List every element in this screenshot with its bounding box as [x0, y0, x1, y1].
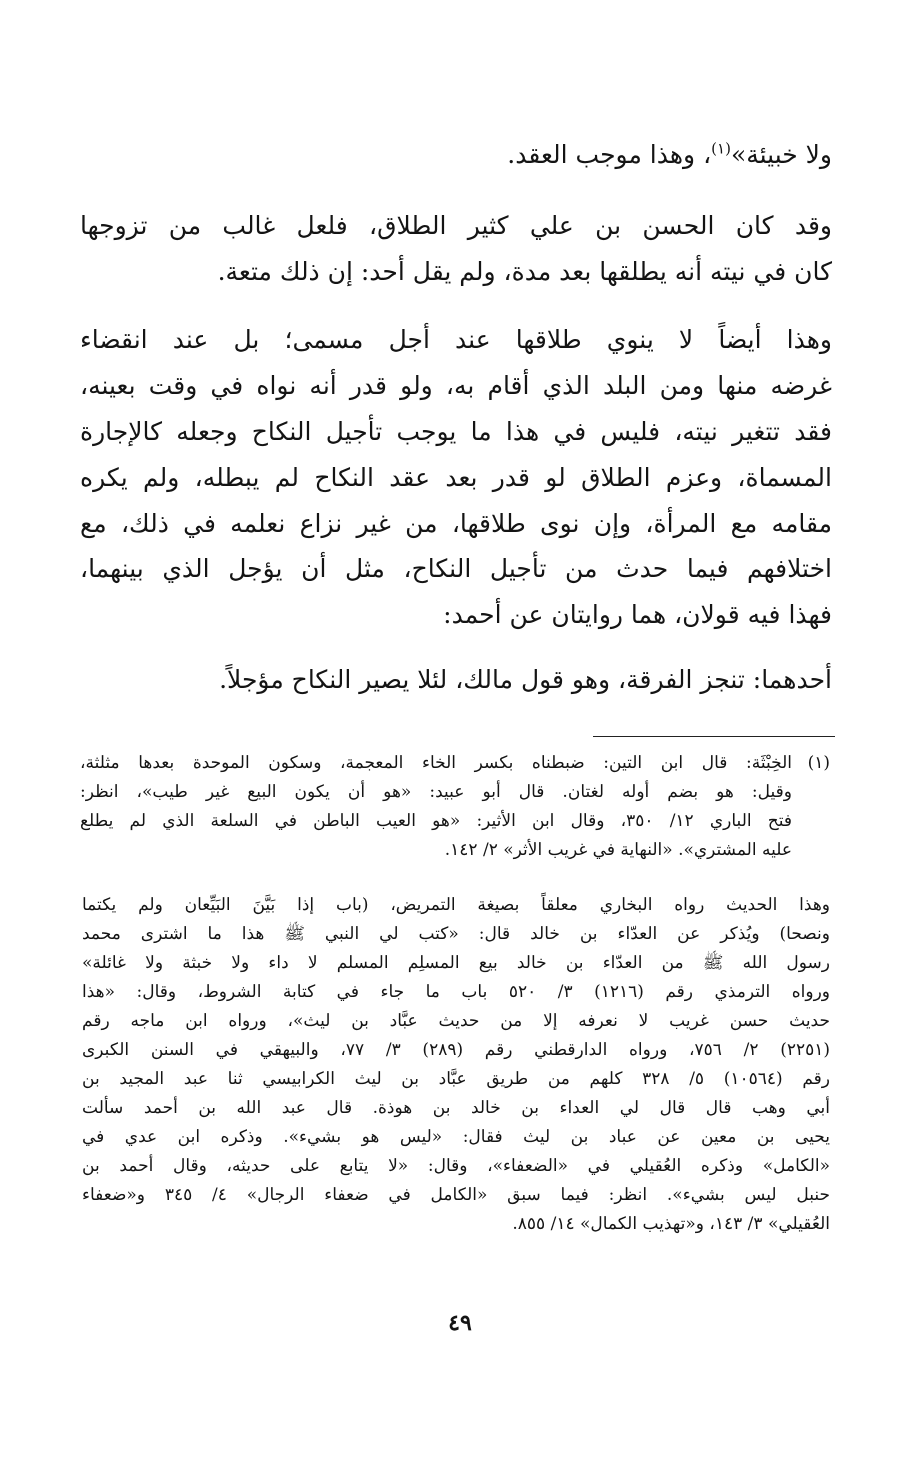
footnote-line-8: ورواه الترمذي رقم (١٢١٦) ٣/ ٥٢٠ باب ما جاء في كتابة الشروط، وقال: «هذا: [82, 982, 830, 1002]
footnote-line-3: فتح الباري ١٢/ ٣٥٠، وقال ابن الأثير: «هو العيب الباطن في السلعة الذي لم يطلع: [80, 811, 792, 831]
footnote-line-12: أبي وهب قال قال لي العداء بن خالد بن هوذة. قال عبد الله بن أحمد سألت: [82, 1098, 830, 1118]
footnote-line-7: رسول الله ﷺ من العدّاء بن خالد بيع المسلِم المسلم لا داء ولا خبثة ولا غائلة»: [82, 953, 830, 973]
main-line-1-text-a: ولا خبيئة»: [730, 140, 832, 169]
footnote-line-11: رقم (١٠٥٦٤) ٥/ ٣٢٨ كلهم من طريق عبَّاد بن ليث الكرابيسي ثنا عبد المجيد بن: [82, 1069, 830, 1089]
footnote-line-14: «الكامل» وذكره العُقيلي في «الضعفاء»، وقال: «لا يتابع على حديثه، وقال أحمد بن: [82, 1156, 830, 1176]
main-line-1-text-b: ، وهذا موجب العقد.: [507, 140, 712, 169]
paragraph-3-line-2: غرضه منها ومن البلد الذي أقام به، ولو قدر أنه نواه في وقت بعينه،: [80, 371, 832, 400]
footnote-line-1: الخِبْثَة: قال ابن التين: ضبطناه بكسر الخاء المعجمة، وسكون الموحدة بعدها مثلثة،: [80, 753, 792, 773]
page-number: ٤٩: [448, 1310, 472, 1336]
footnote-reference: (١): [711, 139, 731, 158]
footnote-line-6: ونصحا) ويُذكر عن العدّاء بن خالد قال: «كتب لي النبي ﷺ هذا ما اشترى محمد: [82, 924, 830, 944]
paragraph-3-line-1: وهذا أيضاً لا ينوي طلاقها عند أجل مسمى؛ بل عند انقضاء: [80, 325, 832, 354]
paragraph-4-line-1: أحدهما: تنجز الفرقة، وهو قول مالك، لئلا يصير النكاح مؤجلاً.: [219, 665, 832, 694]
footnote-line-15: حنبل ليس بشيء». انظر: فيما سبق «الكامل في ضعفاء الرجال» ٤/ ٣٤٥ و«ضعفاء: [82, 1185, 830, 1205]
footnote-line-4: عليه المشتري». «النهاية في غريب الأثر» ٢/ ١٤٢.: [444, 840, 792, 860]
paragraph-3-line-3: فقد تتغير نيته، فليس في هذا ما يوجب تأجيل النكاح وجعله كالإجارة: [80, 417, 832, 446]
footnote-line-2: وقيل: هو بضم أوله لغتان. قال أبو عبيد: «هو أن يكون البيع غير طيب»، انظر:: [80, 782, 792, 802]
footnote-marker: (١): [807, 753, 830, 773]
paragraph-3-line-5: مقامه مع المرأة، وإن نوى طلاقها، من غير نزاع نعلمه في ذلك، مع: [80, 509, 832, 538]
paragraph-3-line-4: المسماة، وعزم الطلاق لو قدر بعد عقد النكاح لم يبطله، ولم يكره: [80, 463, 832, 492]
main-line-1: [80, 139, 832, 171]
footnote-line-10: (٢٢٥١) ٢/ ٧٥٦، ورواه الدارقطني رقم (٢٨٩) ٣/ ٧٧، والبيهقي في السنن الكبرى: [82, 1040, 830, 1060]
footnote-line-5: وهذا الحديث رواه البخاري معلقاً بصيغة التمريض، (باب إذا بَيَّنَ البَيِّعان ولم يكتما: [82, 895, 830, 915]
paragraph-2-line-2: كان في نيته أنه يطلقها بعد مدة، ولم يقل أحد: إن ذلك متعة.: [217, 257, 832, 286]
paragraph-3-line-6: اختلافهم فيما حدث من تأجيل النكاح، مثل أن يؤجل الذي بينهما،: [80, 554, 832, 583]
paragraph-3-line-7: فهذا فيه قولان، هما روايتان عن أحمد:: [443, 600, 832, 629]
footnote-line-16: العُقيلي» ٣/ ١٤٣، و«تهذيب الكمال» ١٤/ ٨٥٥.: [512, 1214, 830, 1234]
footnote-line-9: حديث حسن غريب لا نعرفه إلا من حديث عبَّاد بن ليث»، ورواه ابن ماجه رقم: [82, 1011, 830, 1031]
paragraph-2-line-1: وقد كان الحسن بن علي كثير الطلاق، فلعل غالب من تزوجها: [80, 211, 832, 240]
footnote-separator: [593, 736, 835, 737]
footnote-line-13: يحيى بن معين عن عباد بن ليث فقال: «ليس هو بشيء». وذكره ابن عدي في: [82, 1127, 830, 1147]
